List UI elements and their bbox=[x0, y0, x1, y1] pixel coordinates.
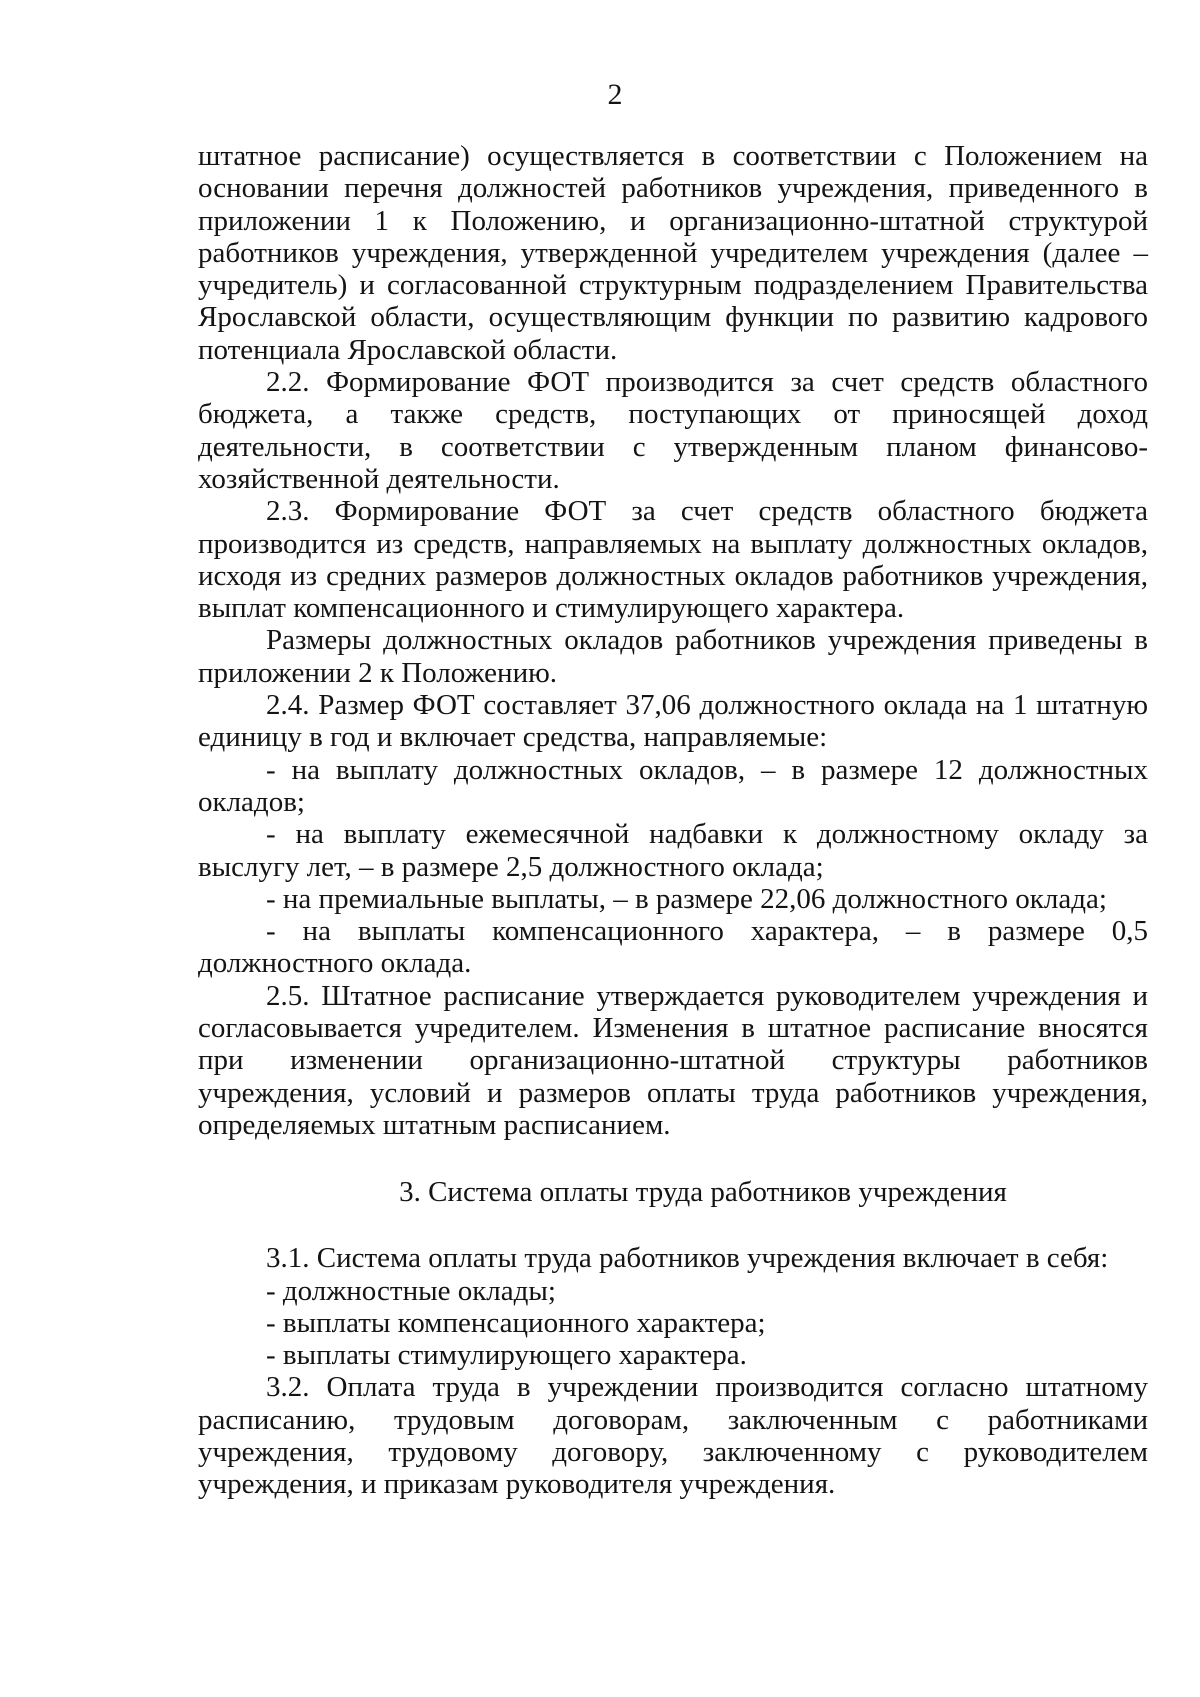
paragraph-salary-sizes: Размеры должностных окладов работников учреждения приведены в приложении 2 к Положению. bbox=[198, 624, 1148, 689]
list-item-seniority-bonus: - на выплату ежемесячной надбавки к должностному окладу за выслугу лет, – в размере 2,5 должностного оклада; bbox=[198, 818, 1148, 883]
paragraph-3-1: 3.1. Система оплаты труда работников учреждения включает в себя: bbox=[266, 1242, 1109, 1275]
list-item-salaries: - на выплату должностных окладов, – в размере 12 должностных окладов; bbox=[198, 753, 1148, 818]
list-item-premiums: - на премиальные выплаты, – в размере 22,06 должностного оклада; bbox=[266, 882, 1107, 915]
list-item-incentive-payments: - выплаты стимулирующего характера. bbox=[266, 1339, 747, 1372]
paragraph-2-2: 2.2. Формирование ФОТ производится за счет средств областного бюджета, а также средств, поступающих от приносящей доход деятельности, в соответствии с утвержденным планом финансово-хозяйственной деятельности. bbox=[198, 366, 1148, 495]
paragraph-2-3: 2.3. Формирование ФОТ за счет средств областного бюджета производится из средств, направляемых на выплату должностных окладов, исходя из средних размеров должностных окладов работников учреждения, выплат компенсационного и стимулирующего характера. bbox=[198, 495, 1148, 625]
section-3-heading: 3. Система оплаты труда работников учреждения bbox=[399, 1176, 1007, 1209]
paragraph-staff-schedule-continued: штатное расписание) осуществляется в соответствии с Положением на основании перечня должностей работников учреждения, приведенного в приложении 1 к Положению, и организационно-штатной структурой работников учреждения, утвержденной учредителем учреждения (далее – учредитель) и согласованной структурным подразделением Правительства Ярославской области, осуществляющим функции по развитию кадрового потенциала Ярославской области. bbox=[198, 140, 1148, 366]
paragraph-3-2: 3.2. Оплата труда в учреждении производится согласно штатному расписанию, трудовым договорам, заключенным с работниками учреждения, трудовому договору, заключенному с руководителем учреждения, и приказам руководителя учреждения. bbox=[198, 1371, 1148, 1501]
page-number: 2 bbox=[607, 78, 623, 111]
document-body bbox=[198, 140, 1148, 1501]
list-item-compensation-payments: - выплаты компенсационного характера; bbox=[266, 1306, 766, 1339]
list-item-base-salaries: - должностные оклады; bbox=[266, 1274, 556, 1307]
paragraph-2-4: 2.4. Размер ФОТ составляет 37,06 должностного оклада на 1 штатную единицу в год и включает средства, направляемые: bbox=[198, 689, 1148, 754]
paragraph-2-5: 2.5. Штатное расписание утверждается руководителем учреждения и согласовывается учредителем. Изменения в штатное расписание вносятся при изменении организационно-штатной структуры работников учреждения, условий и размеров оплаты труда работников учреждения, определяемых штатным расписанием. bbox=[198, 979, 1148, 1141]
list-item-compensation: - на выплаты компенсационного характера, – в размере 0,5 должностного оклада. bbox=[198, 915, 1148, 980]
